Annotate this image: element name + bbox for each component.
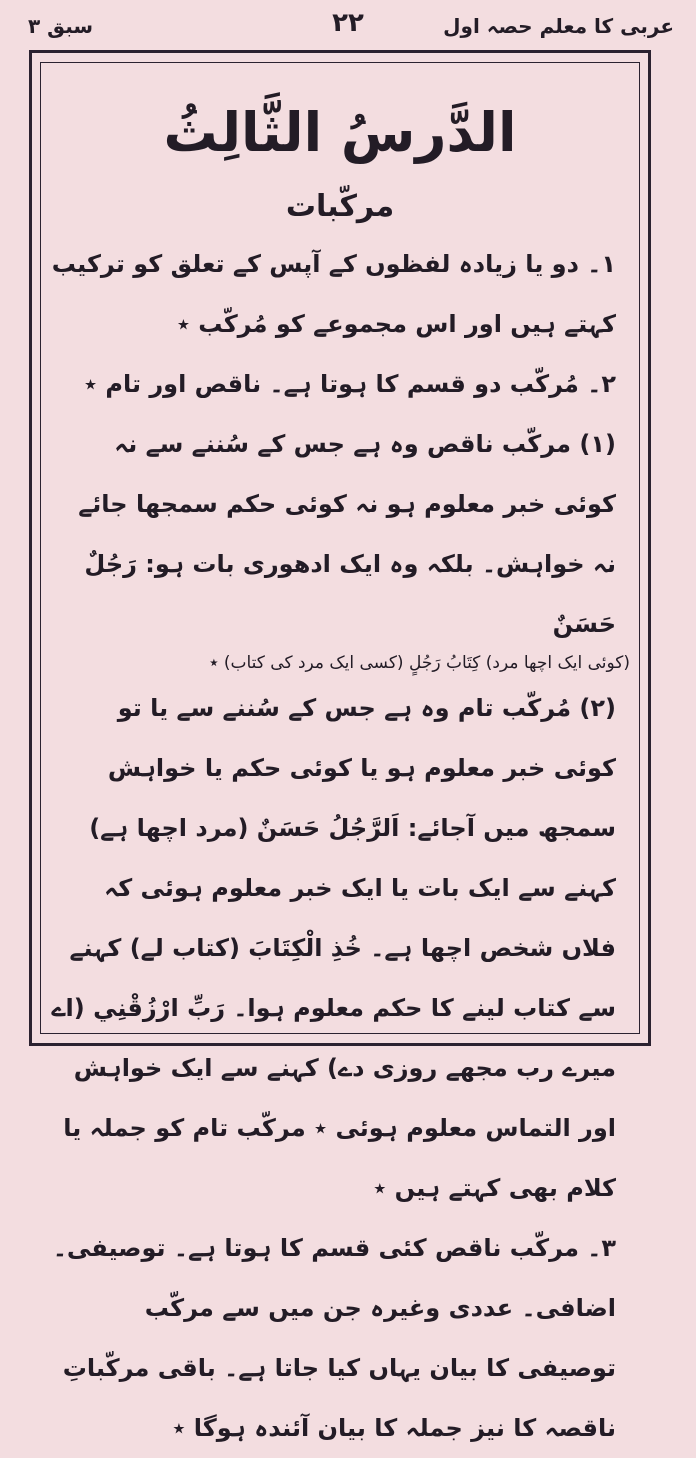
- lesson-label: سبق ۳: [28, 14, 94, 38]
- paragraph-1: ۱۔ دو یا زیادہ لفظوں کے آپس کے تعلق کو ترکیب کہتے ہیں اور اس مجموعے کو مُرکّب ٭: [51, 250, 616, 338]
- paragraph-2: ۲۔ مُرکّب دو قسم کا ہوتا ہے۔ ناقص اور تام ٭: [83, 370, 616, 398]
- paragraph-4: (۲) مُرکّب تام وہ ہے جس کے سُننے سے یا تو کوئی خبر معلوم ہو یا کوئی حکم یا خواہش سمجھ میں آجائے: اَلرَّجُلُ حَسَنٌ (مرد اچھا ہے) کہنے سے ایک بات یا ایک خبر معلوم ہوئی کہ فلاں شخص اچھا ہے۔ خُذِ الْكِتَابَ (کتاب لے) کہنے سے کتاب لینے کا حکم معلوم ہوا۔ رَبِّ ارْزُقْنِي (اے میرے رب مجھے روزی دے) کہنے سے ایک خواہش اور التماس معلوم ہوئی ٭ مرکّب تام کو جملہ یا کلام بھی کہتے ہیں ٭: [51, 694, 616, 1202]
- lesson-content: [50, 72, 630, 1442]
- paragraph-3-examples: (کوئی ایک اچھا مرد) کِتَابُ رَجُلٍ (کسی ایک مرد کی کتاب) ٭: [209, 653, 630, 673]
- lesson-subtitle: مرکّبات: [285, 189, 395, 224]
- page-header: [0, 0, 696, 54]
- lesson-body: [50, 234, 630, 1458]
- paragraph-3: (۱) مرکّب ناقص وہ ہے جس کے سُننے سے نہ کوئی خبر معلوم ہو نہ کوئی حکم سمجھا جائے نہ خواہش۔ بلکہ وہ ایک ادھوری بات ہو: رَجُلٌ حَسَنٌ: [78, 430, 616, 638]
- lesson-title: الدَّرسُ الثَّالِثُ: [163, 101, 517, 164]
- paragraph-5: ۳۔ مرکّب ناقص کئی قسم کا ہوتا ہے۔ توصیفی۔ اضافی۔ عددی وغیرہ جن میں سے مرکّب توصیفی کا بیان یہاں کیا جاتا ہے۔ باقی مرکّباتِ ناقصہ کا نیز جملہ کا بیان آئندہ ہوگا ٭: [52, 1234, 616, 1442]
- book-title: عربی کا معلم حصہ اول: [443, 14, 674, 38]
- page-number: ۲۲: [332, 8, 364, 38]
